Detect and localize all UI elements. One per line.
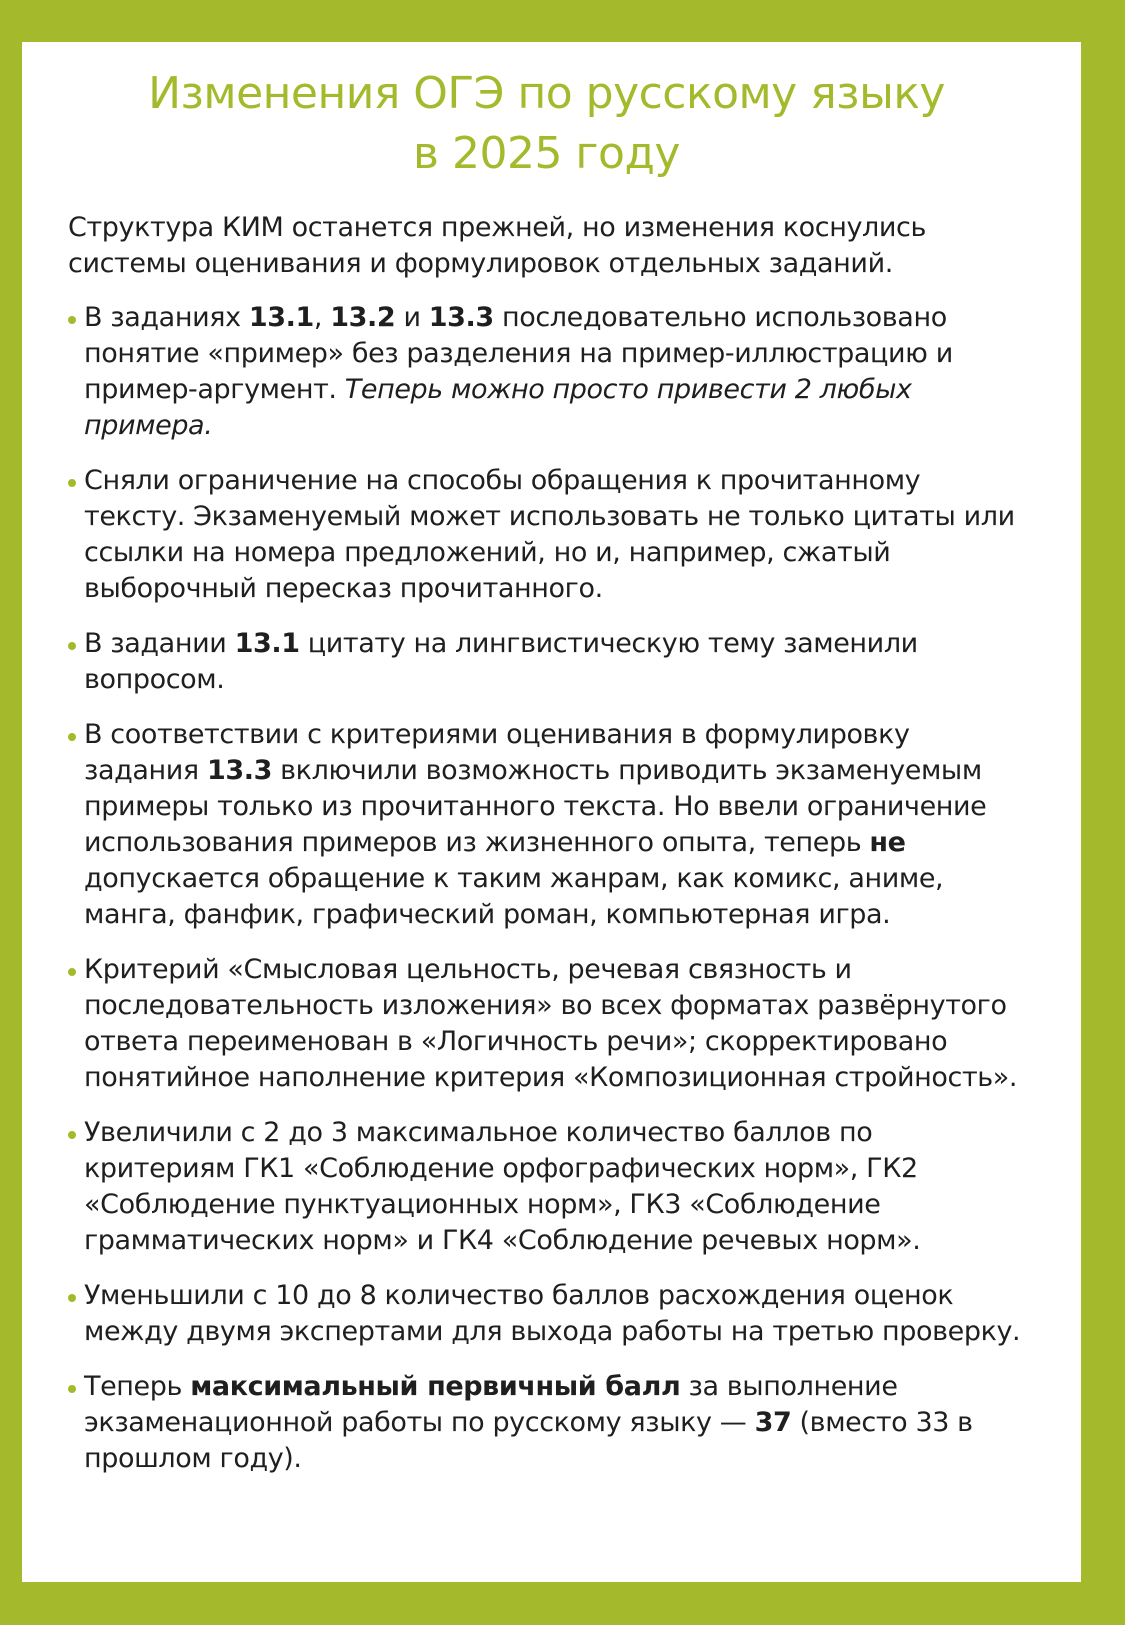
list-item	[68, 1278, 1025, 1350]
task-number: 13.2	[330, 302, 396, 333]
bullet-dot-icon	[68, 733, 76, 741]
list-item	[68, 1369, 1025, 1477]
item-text: ,	[313, 302, 331, 333]
score-value: 37	[754, 1407, 792, 1438]
item-text: последовательно использовано понятие «пример» без разделения на пример-иллюстрацию и пример-аргумент.	[84, 302, 953, 405]
item-emphasis: максимальный первичный балл	[190, 1371, 681, 1402]
item-text: цитату на лингвистическую тему заменили вопросом.	[84, 628, 918, 695]
item-text: Увеличили с 2 до 3 максимальное количество баллов по критериям ГК1 «Соблюдение орфографических норм», ГК2 «Соблюдение пунктуационных норм», ГК3 «Соблюдение грамматических норм» и ГК4 «Соблюдение речевых норм».	[84, 1117, 921, 1256]
item-text: Сняли ограничение на способы обращения к прочитанному тексту. Экзаменуемый может использовать не только цитаты или ссылки на номера предложений, но и, например, сжатый выборочный пересказ прочитанного.	[84, 465, 1015, 604]
bullet-dot-icon	[68, 1385, 76, 1393]
bullet-dot-icon	[68, 1294, 76, 1302]
list-item	[68, 463, 1025, 607]
list-item	[68, 952, 1025, 1096]
bullet-dot-icon	[68, 968, 76, 976]
task-number: 13.3	[206, 755, 272, 786]
content-card	[22, 42, 1081, 1582]
bullet-dot-icon	[68, 642, 76, 650]
task-number: 13.1	[248, 302, 314, 333]
changes-list	[68, 300, 1025, 1477]
item-text: за выполнение экзаменационной работы по русскому языку —	[84, 1371, 898, 1438]
list-item	[68, 626, 1025, 698]
item-text: В задании	[84, 628, 235, 659]
item-emphasis: Теперь можно просто привести 2 любых примера.	[84, 374, 912, 441]
item-text: В соответствии с критериями оценивания в формулировку задания	[84, 719, 910, 786]
item-emphasis: не	[869, 827, 906, 858]
task-number: 13.1	[234, 628, 300, 659]
intro-paragraph: Структура КИМ останется прежней, но изменения коснулись системы оценивания и формулировок отдельных заданий.	[68, 212, 927, 279]
page-title-line-2: в 2025 году	[413, 128, 680, 179]
item-text: Теперь	[84, 1371, 191, 1402]
item-text: включили возможность приводить экзаменуемым примеры только из прочитанного текста. Но ввели ограничение использования примеров из жизненного опыта, теперь	[84, 755, 987, 858]
list-item	[68, 1115, 1025, 1259]
item-text: Уменьшили с 10 до 8 количество баллов расхождения оценок между двумя экспертами для выхода работы на третью проверку.	[84, 1280, 1021, 1347]
list-item	[68, 717, 1025, 933]
item-text: и	[395, 302, 429, 333]
item-text: Критерий «Смысловая цельность, речевая связность и последовательность изложения» во всех форматах развёрнутого ответа переименован в «Логичность речи»; скорректировано понятийное наполнение критерия «Композиционная стройность».	[84, 954, 1018, 1093]
page-title-line-1: Изменения ОГЭ по русскому языку	[148, 68, 945, 119]
item-text: В заданиях	[84, 302, 249, 333]
task-number: 13.3	[428, 302, 494, 333]
item-text: (вместо 33 в прошлом году).	[84, 1407, 973, 1474]
bullet-dot-icon	[68, 316, 76, 324]
bullet-dot-icon	[68, 1131, 76, 1139]
list-item	[68, 300, 1025, 444]
bullet-dot-icon	[68, 479, 76, 487]
page-title	[68, 64, 1025, 184]
item-text: допускается обращение к таким жанрам, как комикс, аниме, манга, фанфик, графический роман, компьютерная игра.	[84, 863, 944, 930]
